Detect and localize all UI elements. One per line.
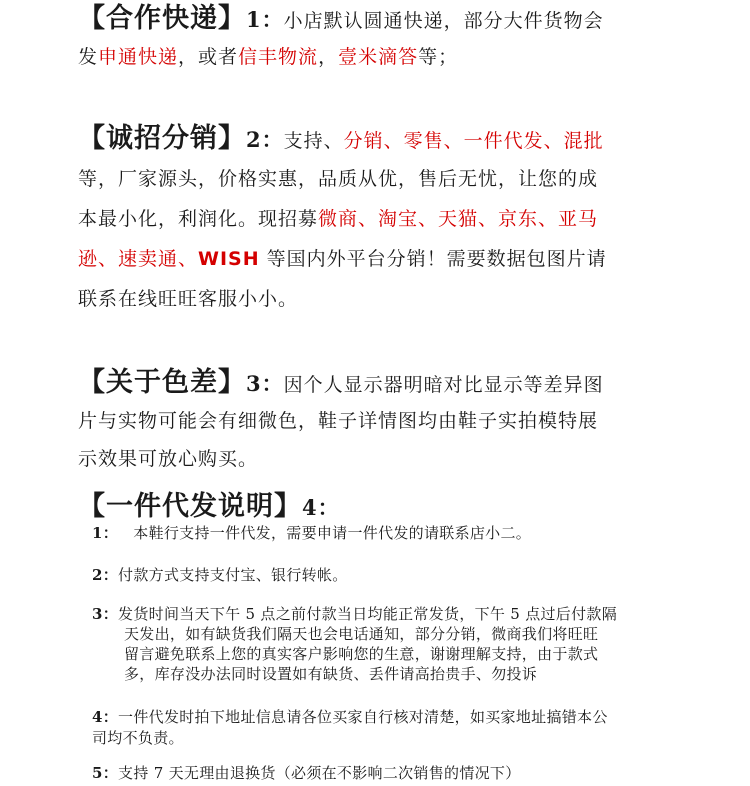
section3-text-line2: 片与实物可能会有细微色，鞋子详情图均由鞋子实拍模特展 <box>78 410 599 432</box>
list-item <box>92 565 348 585</box>
section2-text-line3: 本最小化，利润化。现招募 <box>78 208 319 230</box>
list-item <box>92 763 521 783</box>
section2-line4 <box>78 242 607 276</box>
highlight-xinfeng: 信丰物流 <box>238 46 319 68</box>
section1-line2 <box>78 40 458 74</box>
item-number: 5： <box>92 764 119 782</box>
item-continuation <box>124 664 537 684</box>
section3-line3 <box>78 442 258 476</box>
section2-text-line5: 联系在线旺旺客服小小。 <box>78 288 299 310</box>
item-text: 发货时间当天下午 5 点之前付款当日均能正常发货，下午 5 点过后付款隔 <box>118 605 618 623</box>
section1-text-line2-post: 等； <box>418 46 459 68</box>
section4-number: 4： <box>302 495 340 520</box>
section1-title: 【合作快递】 <box>78 3 246 34</box>
section1-text-line1: 小店默认圆通快递，部分大件货物会 <box>283 10 604 32</box>
section3-text-line3: 示效果可放心购买。 <box>78 448 259 470</box>
section2-number: 2： <box>246 127 284 152</box>
item-text: 一件代发时拍下地址信息请各位买家自行核对清楚，如买家地址搞错本公 <box>118 708 608 726</box>
highlight-wish: WISH <box>198 248 260 270</box>
section2-title: 【诚招分销】 <box>78 123 246 154</box>
highlight-shentong: 申通快递 <box>98 46 179 68</box>
highlight-platforms-2: 逊、速卖通、 <box>78 248 199 270</box>
section1-number: 1： <box>246 7 284 32</box>
item-continuation <box>92 728 184 748</box>
item-text: 天发出，如有缺货我们隔天也会电话通知，部分分销，微商我们将旺旺 <box>124 625 599 643</box>
list-item <box>92 523 531 543</box>
item-number: 1： <box>92 524 119 542</box>
item-text: 本鞋行支持一件代发，需要申请一件代发的请联系店小二。 <box>133 524 532 542</box>
item-continuation <box>124 624 598 644</box>
section3-text-line1: 因个人显示器明暗对比显示等差异图 <box>283 374 604 396</box>
list-item <box>92 604 617 624</box>
section4-heading <box>78 484 340 523</box>
section2-text-line2: 等，厂家源头，价格实惠，品质从优，售后无忧，让您的成 <box>78 168 599 190</box>
item-text: 付款方式支持支付宝、银行转帐。 <box>118 566 348 584</box>
item-text: 留言避免联系上您的真实客户影响您的生意，谢谢理解支持，由于款式 <box>124 645 599 663</box>
highlight-platforms-1: 微商、淘宝、天猫、京东、亚马 <box>318 208 599 230</box>
item-number: 2： <box>92 566 119 584</box>
section2-line2 <box>78 162 598 196</box>
highlight-distribution: 分销、零售、一件代发、混批 <box>343 130 604 152</box>
item-text: 支持 7 天无理由退换货（必须在不影响二次销售的情况下） <box>118 764 521 782</box>
section4-title: 【一件代发说明】 <box>78 491 302 522</box>
section2-line5 <box>78 282 298 316</box>
section1-sep1: ，或者 <box>178 46 239 68</box>
section2-text-line1: 支持、 <box>283 130 344 152</box>
item-text: 多，库存没办法同时设置如有缺货、丢件请高抬贵手、勿投诉 <box>124 665 538 683</box>
item-number: 3： <box>92 605 119 623</box>
highlight-yimi: 壹米滴答 <box>338 46 419 68</box>
section2-text-line4: 等国内外平台分销！需要数据包图片请 <box>259 248 607 270</box>
item-text: 司均不负责。 <box>92 729 184 747</box>
section3-title: 【关于色差】 <box>78 367 246 398</box>
section2-line1 <box>78 122 604 158</box>
section3-line1 <box>78 366 604 402</box>
section1-sep2: ， <box>318 46 339 68</box>
section3-line2 <box>78 404 598 438</box>
section3-number: 3： <box>246 371 284 396</box>
section1-line1 <box>78 2 604 38</box>
list-item <box>92 707 608 727</box>
section2-line3 <box>78 202 598 236</box>
item-number: 4： <box>92 708 119 726</box>
section1-text-line2-pre: 发 <box>78 46 99 68</box>
item-continuation <box>124 644 598 664</box>
